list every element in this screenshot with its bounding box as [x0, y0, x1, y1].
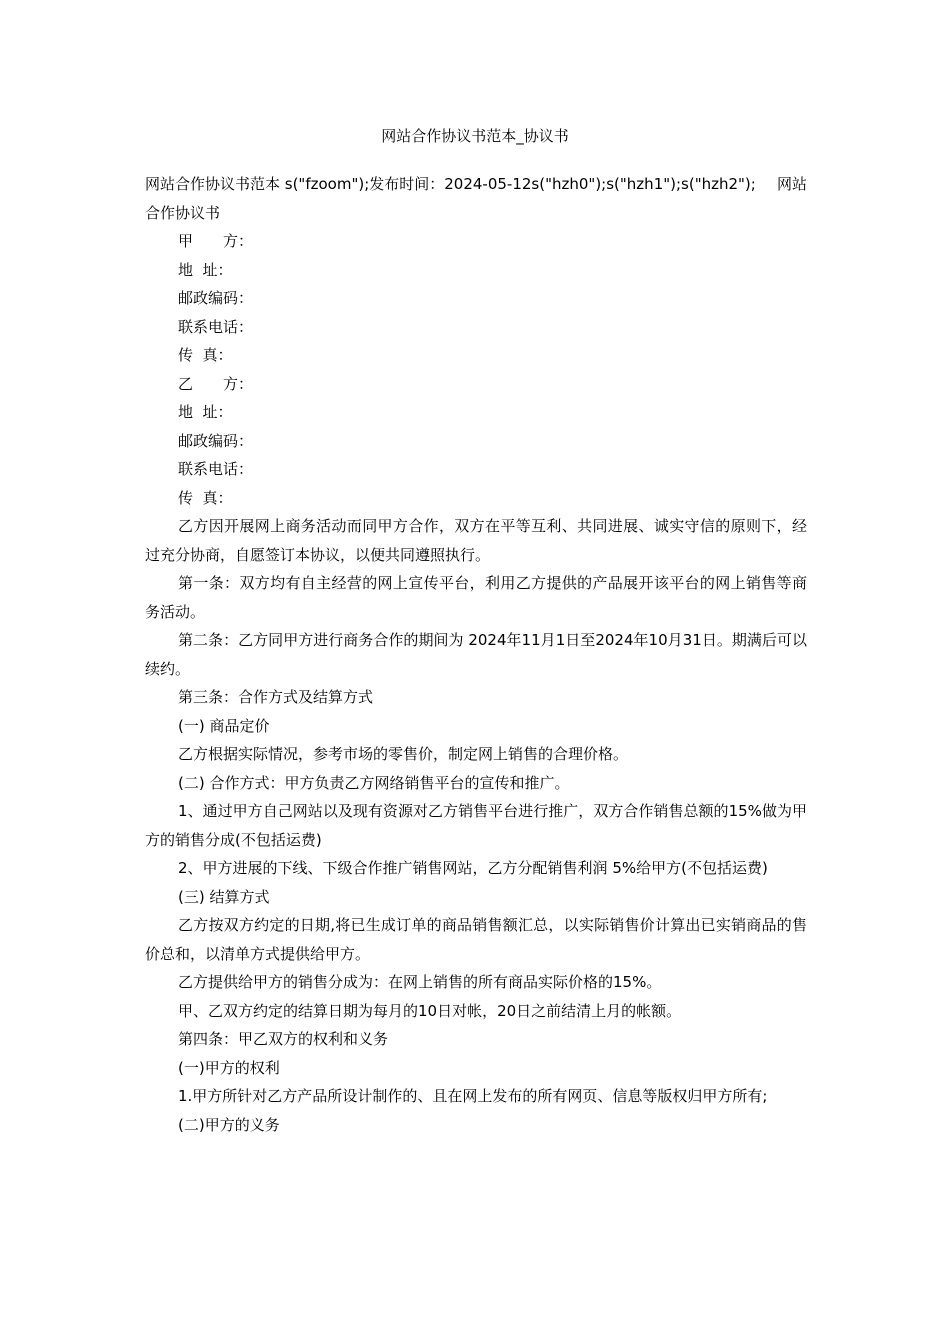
paragraph-settlement-text-3: 甲、乙双方约定的结算日期为每月的10日对帐，20日之前结清上月的帐额。 — [178, 1001, 682, 1020]
party-b-fax-label: 传 真： — [178, 488, 233, 507]
publish-meta-tail: 网站 — [776, 175, 807, 193]
party-b-name-label: 乙 方： — [178, 374, 254, 393]
paragraph-pricing-heading: (一) 商品定价 — [178, 716, 270, 735]
paragraph-cooperation-item-1: 1、通过甲方自己网站以及现有资源对乙方销售平台进行推广，双方合作销售总额的15%做为甲方的销售分成(不包括运费) — [145, 802, 807, 849]
paragraph-party-a-rights-heading: (一)甲方的权利 — [178, 1058, 280, 1077]
document-title: 网站合作协议书范本_协议书 — [381, 127, 569, 145]
party-a-phone-label: 联系电话： — [178, 317, 254, 336]
paragraph-settlement-heading: (三) 结算方式 — [178, 887, 270, 906]
paragraph-intro: 乙方因开展网上商务活动而同甲方合作，双方在平等互利、共同进展、诚实守信的原则下，经过充分协商，自愿签订本协议，以便共同遵照执行。 — [145, 517, 807, 564]
paragraph-article-3-heading: 第三条：合作方式及结算方式 — [178, 688, 374, 706]
party-b-address-label: 地 址： — [178, 403, 233, 421]
paragraph-article-4-heading: 第四条：甲乙双方的权利和义务 — [178, 1030, 389, 1048]
paragraph-party-a-duties-heading: (二)甲方的义务 — [178, 1115, 280, 1134]
publish-meta-continued: 合作协议书 — [145, 203, 221, 222]
party-a-postcode-label: 邮政编码： — [178, 289, 254, 307]
party-a-name-label: 甲 方： — [178, 232, 254, 250]
publish-meta-text: 网站合作协议书范本 s("fzoom");发布时间：2024-05-12s("hzh0");s("hzh1");s("hzh2"); — [145, 175, 756, 193]
party-b-phone-label: 联系电话： — [178, 460, 254, 478]
party-b-postcode-label: 邮政编码： — [178, 431, 254, 450]
paragraph-cooperation-item-2: 2、甲方进展的下线、下级合作推广销售网站，乙方分配销售利润 5%给甲方(不包括运费) — [178, 859, 768, 877]
paragraph-article-1: 第一条：双方均有自主经营的网上宣传平台，利用乙方提供的产品展开该平台的网上销售等商务活动。 — [145, 574, 807, 621]
paragraph-settlement-text-2: 乙方提供给甲方的销售分成为：在网上销售的所有商品实际价格的15%。 — [178, 973, 662, 991]
paragraph-party-a-rights-item-1: 1.甲方所针对乙方产品所设计制作的、且在网上发布的所有网页、信息等版权归甲方所有; — [178, 1087, 768, 1105]
party-a-address-label: 地 址： — [178, 260, 233, 279]
document-body — [145, 170, 807, 1139]
paragraph-pricing-text: 乙方根据实际情况，参考市场的零售价，制定网上销售的合理价格。 — [178, 745, 629, 763]
party-a-fax-label: 传 真： — [178, 346, 233, 364]
paragraph-settlement-text-1: 乙方按双方约定的日期,将已生成订单的商品销售额汇总，以实际销售价计算出已实销商品的售价总和，以清单方式提供给甲方。 — [145, 916, 807, 963]
paragraph-article-2: 第二条：乙方同甲方进行商务合作的期间为 2024年11月1日至2024年10月31日。期满后可以续约。 — [145, 631, 807, 678]
paragraph-cooperation-heading: (二) 合作方式：甲方负责乙方网络销售平台的宣传和推广。 — [178, 773, 570, 792]
publish-meta-line — [145, 170, 807, 199]
